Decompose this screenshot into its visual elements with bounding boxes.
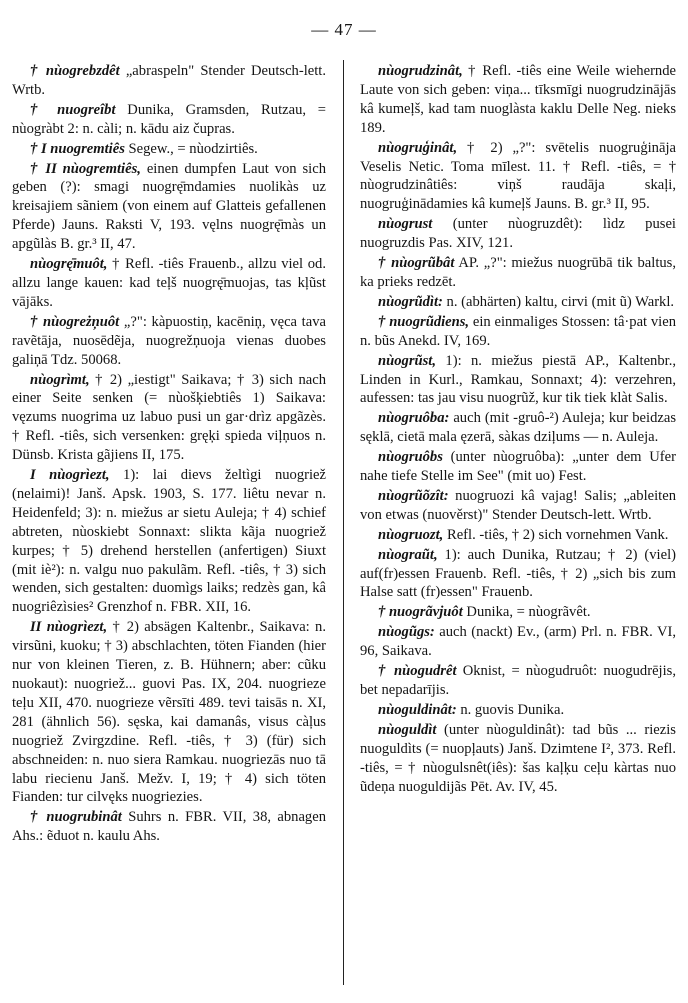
dictionary-entry (360, 409, 676, 447)
entry-text: einen dumpfen Laut von sich geben (?): smagi nuogrę̄mdamies nuolikàs uz kreisajiem sãniem (von einem auf Glatteis gefallenen Pferde) Jauns. Raksti V, 193. vęlns nuogrę̄màs un apgũlàs B. gr.³ II, 47. (12, 160, 327, 253)
dictionary-entry (12, 140, 326, 159)
entry-text: Segew., = nùodzirtiês. (124, 140, 258, 157)
entry-headword: nùogũgs: (378, 624, 435, 641)
dictionary-entry (12, 160, 326, 255)
entry-text: Refl. -tiês, † 2) sich vornehmen Vank. (443, 526, 669, 543)
entry-headword: † nuogrãvjuôt (378, 604, 463, 621)
column-divider (343, 60, 344, 985)
entry-headword: nùogrũdìt: (378, 293, 443, 310)
entry-headword: nùogrìmt, (30, 371, 90, 388)
entry-headword: nùoguldìt (378, 721, 437, 738)
entry-text: (unter nùogruzdêt): lìdz pusei nuogruzdis Pas. XIV, 121. (360, 216, 676, 252)
entry-headword: nùogrudzinât, (378, 63, 463, 79)
entry-headword: † I nuogremtiês (30, 140, 125, 157)
right-column (360, 62, 676, 797)
entry-headword: nùogruģinât, (378, 139, 458, 156)
entry-headword: † nùogreżņuôt (30, 313, 120, 330)
entry-text: ein einmaliges Stossen: tâ·pat vien n. bũs Anekd. IV, 169. (360, 313, 677, 349)
entry-headword: nùogrũõzît: (378, 487, 449, 504)
entry-text: „?": kàpuostiņ, kacēniņ, vęca tava ravẽtāja, nuosēdẽja, nuogrežņuoja vienas duobes galiņā Tdz. 50068. (12, 313, 326, 368)
dictionary-entry (360, 603, 676, 622)
dictionary-entry (360, 546, 676, 603)
dictionary-entry (12, 101, 326, 139)
dictionary-entry (12, 618, 326, 807)
entry-headword: nùogruôba: (378, 410, 450, 427)
dictionary-entry (12, 808, 326, 846)
entry-text: auch (mit -gruô-²) Auleja; kur beidzas sęklā, cietā mala ęzerā, sàkas dziļums — n. Auleja. (360, 410, 676, 446)
entry-text: „abraspeln" Stender Deutsch-lett. Wrtb. (12, 63, 326, 98)
dictionary-entry (360, 62, 676, 138)
dictionary-entry (360, 293, 676, 312)
dictionary-entry (360, 139, 676, 215)
entry-text: Dunika, = nùogrãvêt. (462, 604, 591, 621)
entry-text: Dunika, Gramsden, Rutzau, = nùogràbt 2: n. càli; n. kādu aiz čupras. (12, 101, 326, 137)
entry-text: 1): lai dievs želtìgi nuogriež (nelaimi)! Janš. Apsk. 1903, S. 177. liêtu nevar n. Heidenfeld; 3): n. miežus ar sietu Auleja; † 4) schief abtreten, nùoskiebt Sonnaxt: slikta kãja nuogriež kurpes; † 5) drehend herstellen (anfertigen) Siuxt (mit iè²): n. valgu nuo pakulãm. Refl. -tiês, † 3) sich wenden, sich gestalten: duomìgs laiks; redzès gan, kâ nuogriêzìsies² Grenzhof n. FBR. XII, 16. (12, 467, 326, 616)
dictionary-entry (360, 662, 676, 700)
entry-text: auch (nackt) Ev., (arm) Prl. n. FBR. VI, 96, Saikava. (360, 624, 676, 660)
entry-headword: nùoguldinât: (378, 701, 457, 718)
page-number: — 47 — (311, 20, 377, 39)
entry-text: 1): auch Dunika, Rutzau; † 2) (viel) auf(fr)essen Frauenb. Refl. -tiês, † 2) „sich bis zum Halse satt (fr)essen" Frauenb. (360, 546, 676, 601)
dictionary-entry (12, 62, 326, 100)
entry-text: Oknist, = nùogudruôt: nuogudrējis, bet nepadarījis. (360, 663, 676, 698)
dictionary-entry (360, 254, 676, 292)
entry-text: † 2) „?": svētelis nuogruģināja Veselis Netic. Toma mīlest. 11. † Refl. -tiês, = † nùogrudzinâtiês: viņš raudāja skaļi, nuogruģinādamies kâ kumeļš Jauns. B. gr.³ II, 95. (360, 139, 676, 213)
dictionary-entry (360, 313, 676, 351)
dictionary-entry (360, 701, 676, 720)
entry-headword: † nuogrubinât (30, 809, 122, 826)
entry-text: † Refl. -tiês eine Weile wiehernde Laute von sich geben: viņa... tīksmīgi nuogrudzinājās kâ kumeļš, kad tam nuoglàsta kaklu Delle Neg. nieks 189. (360, 63, 676, 136)
entry-headword: † nùogudrêt (378, 663, 457, 680)
entry-text: n. guovis Dunika. (456, 701, 565, 718)
entry-text: (unter nùoguldinât): tad bũs ... riezis nuoguldìts (= nuopļauts) Janš. Dzimtene I², 373. Refl. -tiês, = † nùogulsnêt(iês): šas kaļķu ceļu kàrtas nuo ũdeņa nuoguldijãs Pēt. Av. IV, 45. (360, 721, 676, 795)
dictionary-entry (360, 526, 676, 545)
entry-text: Suhrs n. FBR. VII, 38, abnagen Ahs.: ẽduot n. kaulu Ahs. (12, 809, 327, 845)
entry-headword: nùograũt, (378, 546, 438, 563)
entry-text: † 2) „iestigt" Saikava; † 3) sich nach einer Seite senken (= nùošķiebtiês 1) Saikava: vęzums nuogrima uz labuo pusi un gar·drìz apgãzès. † Refl. -tiês, sich versenken: gręķi spieda viļņuos n. Dünsb. Krista gãjiens II, 175. (12, 371, 326, 464)
entry-headword: † II nùogremtiês, (30, 160, 141, 177)
entry-headword: I nùogrìezt, (30, 467, 110, 484)
entry-headword: nùogruozt, (378, 526, 444, 543)
entry-text: n. (abhärten) kaltu, cirvi (mit ũ) Warkl. (442, 293, 675, 310)
entry-headword: nùogrę̄muôt, (30, 256, 108, 273)
dictionary-entry (12, 255, 326, 312)
entry-headword: † nùogrebzdêt (30, 63, 120, 79)
entry-text: AP. „?": miežus nuogrūbā tik baltus, ka prieks redzēt. (360, 255, 677, 290)
dictionary-entry (12, 466, 326, 617)
entry-headword: nùogrust (378, 216, 433, 233)
entry-text: (unter nùogruôba): „unter dem Ufer nahe tiefe Stelle im See" (mit uo) Fest. (360, 449, 676, 485)
entry-headword: † nuogrũdiens, (378, 313, 470, 330)
dictionary-entry (12, 313, 326, 370)
entry-headword: † nuogreîbt (30, 101, 116, 118)
entry-text: † 2) absägen Kaltenbr., Saikava: n. virsũni, kuoku; † 3) abschlachten, töten Fianden (hier nur von kleinen Tieren, z. B. Hühnern; aber: cũku nuokaut): nuogriež... guovi Pas. IX, 204. nuogrieze teļu XII, 470. nuogrieze vẽrsīti 489. tevi taisās n. XI, 281 (ähnlich 56). sęska, kai damanâs, visus càļus nuogriež Zvirgzdine. Refl. -tiês, † 3) (für) sich abschneiden: n. nuo siera Ramkau. nuogriezās nuo tā labu riecienu Janš. Mežv. I, 19; † 4) sich töten Fianden: tur cilvęks nuogriezies. (12, 619, 327, 806)
dictionary-entry (360, 487, 676, 525)
left-column (12, 62, 326, 847)
dictionary-entry (360, 352, 676, 409)
entry-headword: II nùogrìezt, (30, 619, 108, 636)
dictionary-entry (360, 623, 676, 661)
entry-text: † Refl. -tiês Frauenb., allzu viel od. allzu lange kauen: kad teļš nuogrę̄muojas, tas kļũst vājāks. (12, 256, 326, 310)
entry-text: 1): n. miežus piestā AP., Kaltenbr., Linden in Kurl., Ramkau, Sonnaxt; 4): verzehren, aufessen: tas jau visu nuogrũž, kur tik tiek klàt Salis. (360, 352, 676, 407)
entry-headword: † nùogrũbât (378, 255, 455, 272)
entry-text: nuogruozi kâ vajag! Salis; „ableiten von etwas (nuověrst)" Stender Deutsch-lett. Wrtb. (360, 487, 676, 523)
entry-headword: nùogrũst, (378, 352, 437, 369)
dictionary-entry (360, 721, 676, 797)
dictionary-entry (12, 371, 326, 466)
dictionary-entry (360, 215, 676, 253)
dictionary-entry (360, 448, 676, 486)
entry-headword: nùogruôbs (378, 449, 443, 466)
